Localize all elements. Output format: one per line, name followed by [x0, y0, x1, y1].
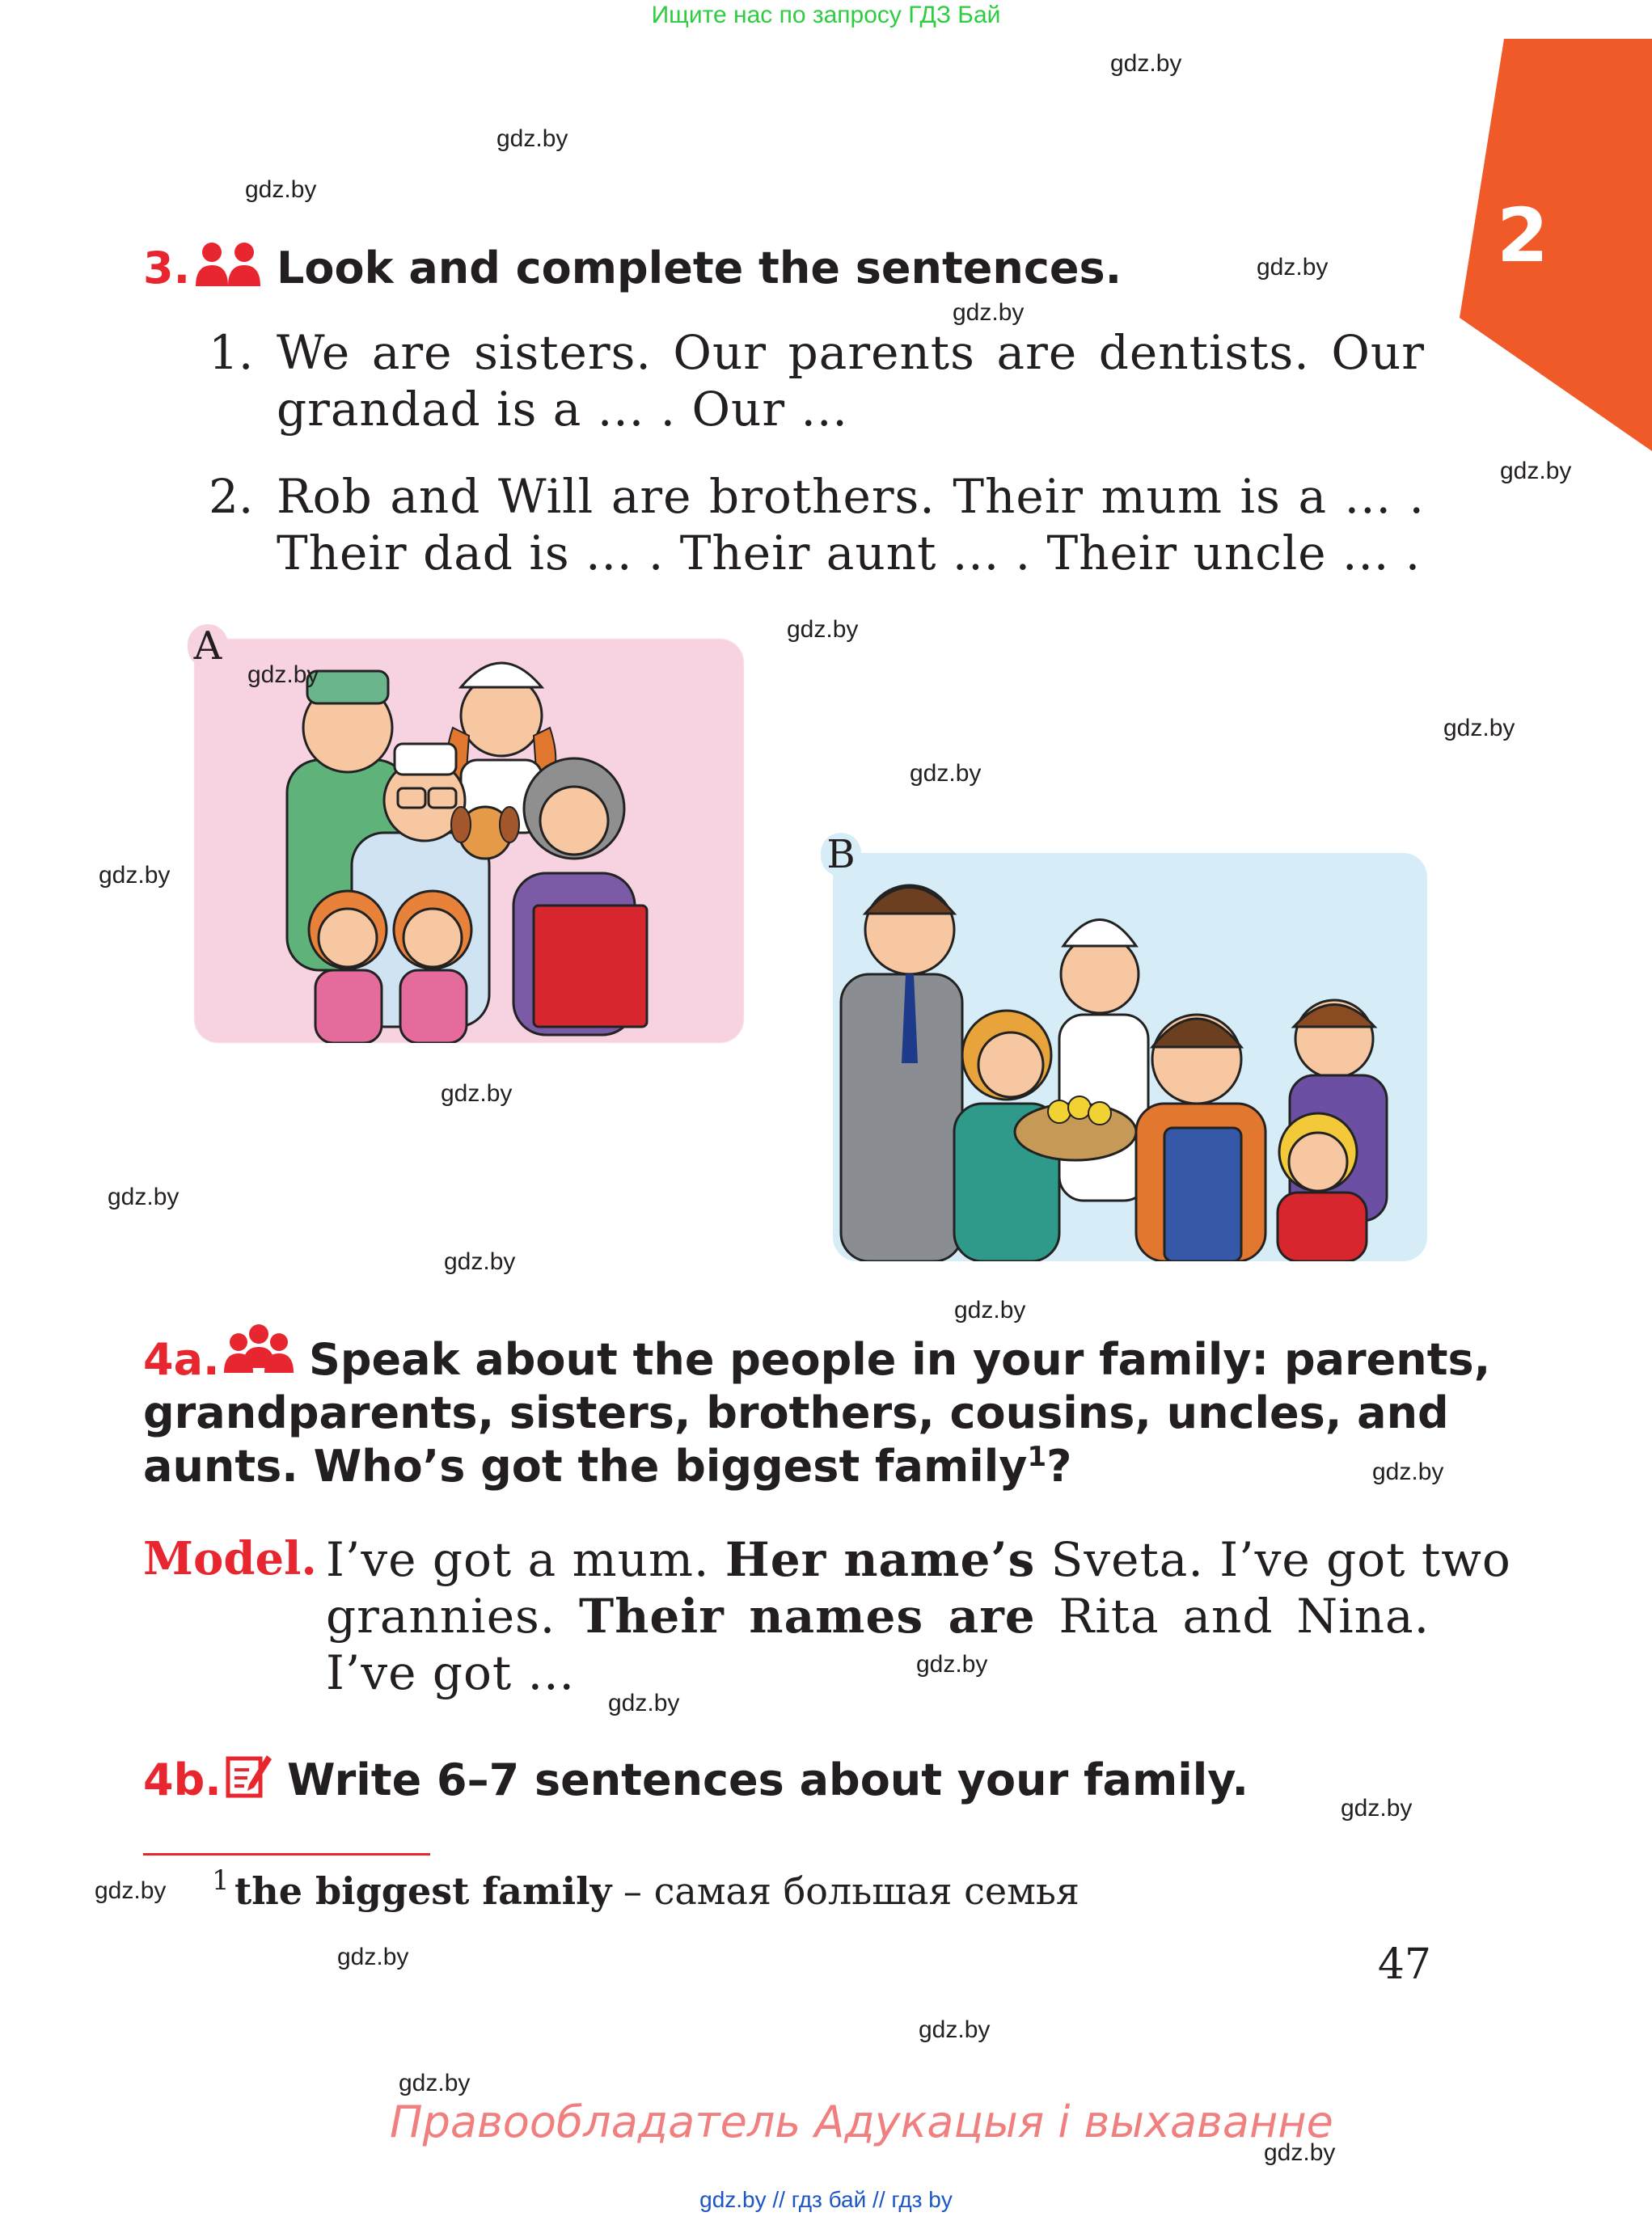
exercise-4b-number: 4b. [143, 1754, 222, 1805]
top-banner[interactable]: Ищите нас по запросу ГДЗ Бай [651, 2, 1001, 28]
chapter-number: 2 [1496, 192, 1548, 279]
watermark: gdz.by [916, 1651, 988, 1678]
exercise-4a-line-1: Speak about the people in your family: parents, [309, 1334, 1491, 1385]
watermark: gdz.by [1372, 1459, 1444, 1485]
watermark: gdz.by [1110, 50, 1182, 77]
watermark: gdz.by [441, 1080, 513, 1107]
exercise-4a-number: 4a. [143, 1334, 220, 1385]
footnote-number: 1 [212, 1864, 230, 1897]
item-2-number: 2. [209, 469, 254, 524]
watermark: gdz.by [247, 661, 319, 688]
watermark: gdz.by [953, 299, 1025, 326]
copyright-notice: Правообладатель Адукацыя і выхаванне [390, 2096, 1333, 2147]
footnote-term: the biggest family [234, 1869, 612, 1913]
footnote-dash: – [611, 1869, 654, 1913]
item-1-line-1: We are sisters. Our parents are dentists. Our [277, 325, 1425, 380]
exercise-4a-line-3-text: aunts. Who’s got the biggest family [143, 1441, 1028, 1492]
footnote-translation: самая большая семья [653, 1869, 1080, 1913]
watermark: gdz.by [496, 125, 568, 152]
footnote-marker: 1 [1027, 1441, 1047, 1473]
writing-icon [225, 1750, 273, 1799]
item-1-number: 1. [209, 325, 254, 380]
model-line-1-c: Sveta. I’ve got two [1035, 1532, 1511, 1587]
watermark: gdz.by [444, 1248, 516, 1275]
pair-work-icon [194, 241, 264, 288]
model-line-1 [326, 1532, 1511, 1587]
footnote-divider [143, 1853, 430, 1856]
picture-a-label: A [188, 624, 228, 668]
chapter-tab [1460, 39, 1652, 451]
watermark: gdz.by [399, 2070, 471, 2096]
picture-b-label: B [821, 833, 861, 876]
watermark: gdz.by [910, 760, 982, 787]
model-label: Model. [143, 1532, 317, 1585]
watermark: gdz.by [919, 2016, 991, 2043]
model-line-1-bold: Her name’s [725, 1532, 1036, 1587]
model-line-2-a: grannies. [326, 1589, 580, 1644]
watermark: gdz.by [1257, 254, 1329, 281]
picture-a-dentist-family-illustration [194, 639, 744, 1043]
footnote-text [234, 1869, 1080, 1913]
exercise-4b-title: Write 6–7 sentences about your family. [287, 1754, 1249, 1805]
item-2-line-2: Their dad is ... . Their aunt ... . Their uncle ... . [277, 526, 1422, 581]
watermark: gdz.by [1264, 2139, 1336, 2166]
page-number: 47 [1377, 1940, 1431, 1989]
item-2-line-1: Rob and Will are brothers. Their mum is a ... . [277, 469, 1425, 524]
watermark: gdz.by [108, 1184, 180, 1210]
watermark: gdz.by [99, 862, 171, 889]
exercise-4a-line-2: grandparents, sisters, brothers, cousins, uncles, and [143, 1387, 1449, 1438]
model-line-1-a: I’ve got a mum. [326, 1532, 725, 1587]
bottom-links[interactable]: gdz.by // гдз бай // гдз by [699, 2187, 953, 2212]
exercise-4a-line-3 [143, 1441, 1071, 1492]
watermark: gdz.by [337, 1944, 409, 1970]
watermark: gdz.by [1341, 1795, 1413, 1822]
watermark: gdz.by [245, 176, 317, 203]
watermark: gdz.by [954, 1297, 1026, 1324]
item-1-line-2: grandad is a ... . Our ... [277, 382, 848, 437]
watermark: gdz.by [1443, 715, 1515, 741]
model-line-2 [326, 1589, 1430, 1644]
model-line-2-bold: Their names are [579, 1589, 1036, 1644]
watermark: gdz.by [787, 616, 859, 643]
model-line-3: I’ve got ... [326, 1645, 575, 1700]
model-line-2-c: Rita and Nina. [1035, 1589, 1430, 1644]
exercise-4a-question-mark: ? [1046, 1441, 1072, 1492]
exercise-3-title: Look and complete the sentences. [277, 243, 1122, 293]
watermark: gdz.by [1500, 458, 1572, 484]
group-work-icon [222, 1324, 295, 1374]
watermark: gdz.by [608, 1690, 680, 1716]
watermark: gdz.by [95, 1877, 167, 1904]
picture-b-family-illustration [833, 853, 1427, 1261]
exercise-3-number: 3. [143, 243, 191, 293]
